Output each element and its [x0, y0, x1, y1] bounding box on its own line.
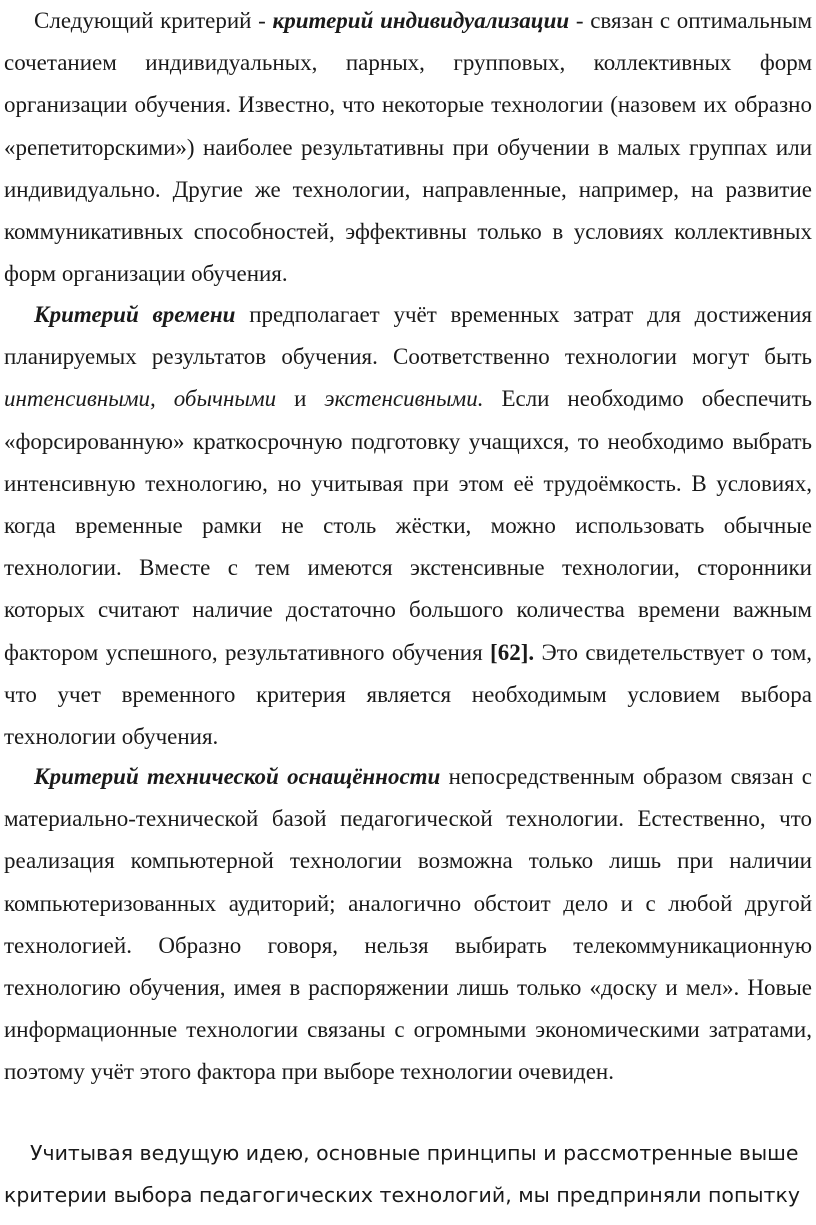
paragraph-body-text: - связан с оптимальным сочетанием индивидуальных, парных, групповых, коллективных форм организации обучения. Известно, что некоторые технологии (назовем их образно «репетиторскими») наиболее результативны при обучении в малых группах или индивидуально. Другие же технологии, направленные, например, на развитие коммуникативных способностей, эффективны только в условиях коллективных форм организации обучения.	[4, 8, 813, 287]
paragraph-time-criterion	[4, 294, 812, 758]
criterion-term: критерий индивидуализации	[272, 8, 570, 33]
criterion-term: Критерий времени	[34, 302, 236, 327]
paragraph-body-text: предполагает учёт временных затрат для достижения планируемых результатов обучения. Соответственно технологии могут быть	[4, 302, 812, 370]
paragraph-individualization-criterion	[4, 0, 812, 295]
paragraph-body-text: непосредственным образом связан с материально-технической базой педагогической технологии. Естественно, что реализация компьютерной технологии возможна только лишь при наличии компьютеризованных аудиторий; аналогично обстоит дело и с любой другой технологией. Образно говоря, нельзя выбирать телекоммуникационную технологию обучения, имея в распоряжении лишь только «доску и мел». Новые информационные технологии связаны с огромными экономическими затратами, поэтому учёт этого фактора при выборе технологии очевиден.	[4, 764, 813, 1085]
paragraph-body-text: Если необходимо обеспечить «форсированную» краткосрочную подготовку учащихся, то необходимо выбрать интенсивную технологию, но учитывая при этом её трудоёмкость. В условиях, когда временные рамки не столь жёстки, можно использовать обычные технологии. Вместе с тем имеются экстенсивные технологии, сторонники которых считают наличие достаточно большого количества времени важным фактором успешного, результативного обучения	[4, 386, 813, 665]
italic-term-intensive: интенсивными,	[4, 386, 156, 412]
conjunction-text: и	[294, 386, 307, 412]
paragraph-technical-criterion	[4, 756, 812, 1094]
paragraph-line: критерии выбора педагогических технологий, мы предприняли попытку	[4, 1183, 800, 1207]
criterion-term: Критерий технической оснащённости	[34, 764, 441, 789]
paragraph-body-text: Это свидетельствует о том, что учет временного критерия является необходимым условием выбора технологии обучения.	[4, 639, 813, 750]
italic-term-extensive: экстенсивными.	[324, 386, 484, 412]
citation-reference: [62].	[490, 639, 535, 665]
italic-term-ordinary: обычными	[173, 386, 277, 412]
paragraph-conclusion	[4, 1132, 812, 1216]
paragraph-line: Учитывая ведущую идею, основные принципы и рассмотренные выше	[30, 1141, 799, 1165]
paragraph-lead-text: Следующий критерий -	[34, 8, 266, 33]
